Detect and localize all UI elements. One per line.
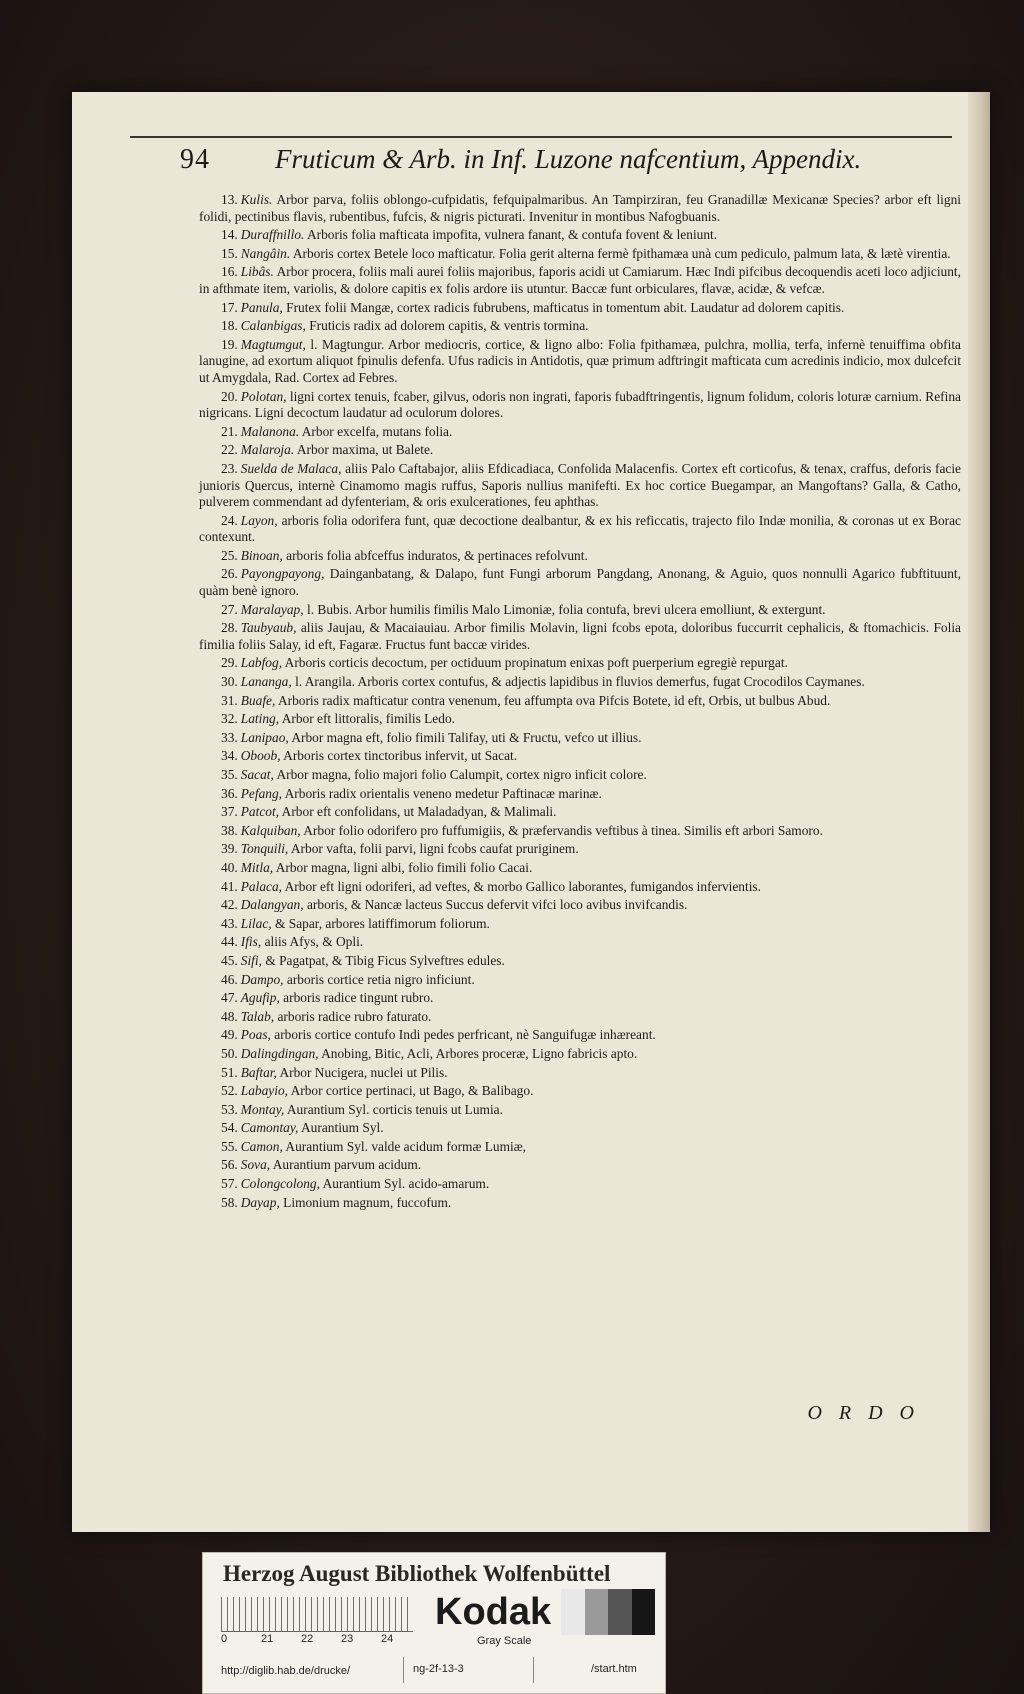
entry-name: Malaroja.	[240, 442, 295, 458]
entry-text: Arboris cortex Betele loco mafticatur. Folia gerit alterna fermè fpithamæa unà cum pediculo, palmum lata, & lætè virentia.	[292, 245, 951, 261]
entry-number: 54.	[221, 1120, 238, 1136]
page-edge	[968, 92, 990, 1532]
entry-text: Aurantium Syl. corticis tenuis ut Lumia.	[286, 1101, 503, 1117]
entry-item	[199, 1157, 961, 1174]
entry-number: 20.	[221, 388, 238, 404]
entry-name: Lilac,	[240, 915, 272, 931]
ruler-label: 21	[261, 1633, 274, 1645]
entry-name: Malanona.	[240, 423, 300, 439]
entry-item	[199, 1195, 961, 1212]
entry-number: 48.	[221, 1008, 238, 1024]
ruler-label: 0	[221, 1633, 228, 1645]
ruler-label: 23	[341, 1633, 354, 1645]
entry-name: Talab,	[240, 1008, 275, 1024]
shelfmark: ng-2f-13-3	[413, 1663, 464, 1675]
entry-text: Limonium magnum, fuccofum.	[283, 1194, 452, 1210]
entry-item	[199, 548, 961, 565]
entry-text: Arboris cortex tinctoribus infervit, ut Sacat.	[283, 748, 518, 764]
catchword: O R D O	[807, 1402, 920, 1424]
entry-text: Arbor maxima, ut Balete.	[296, 442, 434, 458]
ruler-label: 24	[381, 1633, 394, 1645]
entry-name: Nangâin.	[240, 245, 291, 261]
entry-name: Dampo,	[240, 971, 284, 987]
entry-item	[199, 693, 961, 710]
entry-number: 38.	[221, 822, 238, 838]
entry-number: 36.	[221, 785, 238, 801]
entry-text: arboris folia odorifera funt, quæ decoctione dealbantur, & ex his reficcatis, trajecto filo Indæ monilia, & coronas ut ex Borac contexunt.	[199, 512, 961, 545]
entry-name: Duraffnillo.	[240, 227, 305, 243]
entry-text: Arbor Nucigera, nuclei ut Pilis.	[279, 1064, 448, 1080]
entry-text: Arbor magna, ligni albi, folio fimili folio Cacai.	[275, 859, 533, 875]
entry-text: arboris radice rubro faturato.	[277, 1008, 432, 1024]
gray-scale-label: Gray Scale	[477, 1635, 532, 1647]
entry-number: 51.	[221, 1064, 238, 1080]
page-header	[180, 144, 960, 180]
entry-number: 33.	[221, 729, 238, 745]
entry-number: 53.	[221, 1101, 238, 1117]
entry-item	[199, 841, 961, 858]
entry-text: l. Arangila. Arboris cortex contufus, & adjectis lapidibus in fluvios demerfus, fugat Crocodilos Caymanes.	[295, 674, 865, 690]
entry-number: 16.	[221, 264, 238, 280]
entry-name: Payongpayong,	[240, 566, 325, 582]
ruler	[221, 1597, 413, 1632]
entry-name: Camon,	[240, 1138, 283, 1154]
entry-text: Arbor magna, folio majori folio Calumpit, cortex nigro inficit colore.	[276, 767, 647, 782]
entry-name: Colongcolong,	[240, 1176, 320, 1192]
entry-item	[199, 1139, 961, 1156]
entry-text: Arbor parva, foliis oblongo-cufpidatis, fefquipalmaribus. An Tampirziran, feu Granadillæ Mexicanæ Species? arbor eft ligni folidi, pectinibus flavis, rubentibus, fufcis, & nigris picturati. Invenitur in montibus Nafogbuanis.	[199, 192, 962, 224]
entry-name: Agufip,	[240, 990, 280, 1006]
entry-number: 58.	[221, 1194, 238, 1210]
entry-item	[199, 264, 961, 297]
entry-number: 55.	[221, 1138, 238, 1154]
entry-name: Lating,	[240, 711, 280, 727]
entry-name: Dayap,	[240, 1194, 280, 1210]
entry-item	[199, 461, 961, 511]
entry-item	[199, 246, 961, 263]
entry-number: 23.	[221, 460, 238, 476]
entry-number: 50.	[221, 1045, 238, 1061]
entry-number: 40.	[221, 859, 238, 875]
entry-item	[199, 389, 961, 422]
entry-item	[199, 916, 961, 933]
entry-text: Arbor eft ligni odoriferi, ad veftes, & morbo Gallico laborantes, fumigandos infervientis.	[284, 878, 761, 894]
entry-text: Arbor magna eft, folio fimili Talifay, uti & Fructu, vefco ut illius.	[291, 729, 642, 745]
entry-number: 42.	[221, 897, 238, 913]
running-title: Fruticum & Arb. in Inf. Luzone nafcentium, Appendix.	[275, 144, 862, 174]
entry-name: Taubyaub,	[240, 620, 297, 636]
entry-number: 13.	[221, 192, 238, 207]
entry-number: 29.	[221, 655, 238, 671]
entry-text: Dainganbatang, & Dalapo, funt Fungi arborum Pangdang, Anonang, & Aguio, quos nonnulli Agarico fubftituunt, quàm benè ignoro.	[199, 566, 961, 599]
entry-name: Labayio,	[240, 1083, 288, 1099]
entry-name: Polotan,	[240, 388, 287, 404]
entry-text: Frutex folii Mangæ, cortex radicis fubrubens, mafticatus in tomentum abit. Laudatur ad dolorem capitis.	[286, 299, 845, 315]
entry-item	[199, 934, 961, 951]
entry-text: Arbor procera, foliis mali aurei foliis majoribus, faporis acidi ut Camiarum. Hæc Indi pifcibus decoquendis aceti loco adjiciunt, in afthmate item, variolis, & dolore capitis ex folis ardore iis utuntur. Baccæ funt orbiculares, flavæ, acidæ, & vefcæ.	[199, 264, 961, 296]
entry-item	[199, 674, 961, 691]
entry-text: arboris cortice retia nigro inficiunt.	[286, 971, 475, 987]
entry-item	[199, 786, 961, 803]
entry-item	[199, 972, 961, 989]
entry-number: 34.	[221, 748, 238, 764]
entry-number: 47.	[221, 990, 238, 1006]
entry-text: Arbor eft confolidans, ut Maladadyan, & Malimali.	[281, 804, 557, 820]
entry-number: 25.	[221, 547, 238, 563]
entry-text: Fruticis radix ad dolorem capitis, & ventris tormina.	[309, 318, 589, 334]
entry-item	[199, 711, 961, 728]
library-url-link[interactable]: http://diglib.hab.de/drucke/	[221, 1665, 351, 1677]
entry-text: l. Magtungur. Arbor mediocris, cortice, & ligno albo: Folia fpithamæa, pulchra, mollia, terfa, infernè tenuiffima obfita lanugine, ad exortum aliquot fpinulis defenfa. Ufus radicis in Antidotis, quæ primum adftringit mafticata cum acredinis indicio, mox dulcefcit ut Amygdala, Rad. Cortex ad Febres.	[199, 336, 961, 385]
entry-text: arboris radice tingunt rubro.	[283, 990, 434, 1006]
entry-item	[199, 1065, 961, 1082]
start-link[interactable]: /start.htm	[591, 1663, 637, 1675]
ruler-label: 22	[301, 1633, 314, 1645]
entry-name: Sova,	[240, 1157, 271, 1173]
entry-number: 49.	[221, 1027, 238, 1043]
entry-item	[199, 879, 961, 896]
entry-number: 37.	[221, 804, 238, 820]
entry-number: 21.	[221, 423, 238, 439]
entry-text: & Sapar, arbores latiffimorum foliorum.	[274, 915, 490, 931]
entry-item	[199, 655, 961, 672]
entry-text: aliis Palo Caftabajor, aliis Efdicadiaca, Confolida Malacenfis. Cortex eft corticofus, & tenax, craffus, deforis facie junioris Quercus, internè Cinamomo magis ruffus, Saporis nullius manifefti. Ex hoc cortice Buegampar, an Mangoftans? Galla, & Catho, pulverem commendant ad dyfenteriam, & oris exulcerationes, feu aphthas.	[199, 460, 962, 510]
entry-text: aliis Jaujau, & Macaiauiau. Arbor fimilis Molavin, ligni fcobs epota, doloribus fuccurrit cephalicis, & ftomachicis. Folia fimilia foliis Salay, id eft, Fagaræ. Fructus funt baccæ virides.	[199, 620, 961, 652]
entry-number: 18.	[221, 318, 238, 334]
entry-name: Dalingdingan,	[240, 1045, 319, 1061]
entry-text: Arbor vafta, folii parvi, ligni fcobs caufat pruriginem.	[290, 841, 579, 857]
entry-item	[199, 566, 961, 599]
entry-text: Arbor eft littoralis, fimilis Ledo.	[281, 711, 455, 727]
entry-number: 28.	[221, 620, 238, 636]
entry-item	[199, 513, 961, 546]
entry-number: 39.	[221, 841, 238, 857]
entry-item	[199, 620, 961, 653]
entry-number: 57.	[221, 1176, 238, 1192]
entry-text: & Pagatpat, & Tibig Ficus Sylveftres edules.	[265, 952, 505, 968]
entry-name: Libâs.	[240, 264, 274, 280]
entry-number: 56.	[221, 1157, 238, 1173]
entry-text: Anobing, Bitic, Acli, Arbores proceræ, Ligno fabricis apto.	[321, 1045, 638, 1061]
entry-number: 41.	[221, 878, 238, 894]
entry-text: aliis Afys, & Opli.	[264, 934, 364, 950]
entry-text: arboris folia abfceffus induratos, & pertinaces refolvunt.	[286, 547, 588, 563]
entry-name: Poas,	[240, 1027, 271, 1043]
entry-item	[199, 1083, 961, 1100]
entry-name: Maralayap,	[240, 601, 304, 617]
entry-number: 27.	[221, 601, 238, 617]
entry-number: 31.	[221, 692, 238, 708]
entry-name: Panula,	[240, 299, 283, 315]
entry-number: 35.	[221, 767, 238, 782]
entry-text: arboris cortice contufo Indi pedes perfricant, nè Sanguifugæ inhæreant.	[274, 1027, 656, 1043]
entry-text: Arbor cortice pertinaci, ut Bago, & Balibago.	[290, 1083, 534, 1099]
entry-item	[199, 953, 961, 970]
gray-swatches	[561, 1589, 655, 1635]
entry-text: Arbor excelfa, mutans folia.	[301, 423, 453, 439]
entry-number: 43.	[221, 915, 238, 931]
entry-name: Oboob,	[240, 748, 281, 764]
entry-number: 19.	[221, 336, 238, 352]
entry-name: Montay,	[240, 1101, 285, 1117]
entry-name: Lanipao,	[240, 729, 289, 745]
entry-item	[199, 318, 961, 335]
entry-number: 32.	[221, 711, 238, 727]
target-card	[202, 1552, 666, 1694]
entry-name: Sacat,	[240, 767, 274, 782]
entry-text: Arboris folia mafticata impofita, vulnera fanant, & contufa fovent & leniunt.	[306, 227, 718, 243]
entry-item	[199, 767, 961, 784]
entry-number: 22.	[221, 442, 238, 458]
entry-number: 45.	[221, 952, 238, 968]
entry-number: 26.	[221, 566, 238, 582]
entry-text: Aurantium Syl.	[301, 1120, 384, 1136]
entry-item	[199, 442, 961, 459]
entry-name: Calanbigas,	[240, 318, 306, 334]
entry-name: Labfog,	[240, 655, 283, 671]
entry-item	[199, 823, 961, 840]
entry-name: Patcot,	[240, 804, 280, 820]
entry-item	[199, 227, 961, 244]
entry-number: 15.	[221, 245, 238, 261]
entry-name: Dalangyan,	[240, 897, 304, 913]
entry-name: Sifi,	[240, 952, 262, 968]
entry-item	[199, 337, 961, 387]
entry-text: Arboris radix mafticatur contra venenum, feu affumpta ova Pifcis Botete, id eft, Orbis, ut bulbus Abud.	[277, 692, 831, 708]
entry-name: Ifis,	[240, 934, 262, 950]
entry-name: Tonquili,	[240, 841, 289, 857]
entry-name: Layon,	[240, 512, 278, 528]
entry-number: 46.	[221, 971, 238, 987]
entry-number: 14.	[221, 227, 238, 243]
entry-name: Suelda de Malaca,	[240, 460, 342, 476]
entry-name: Kalquiban,	[240, 822, 301, 838]
entry-text: l. Bubis. Arbor humilis fimilis Malo Limoniæ, folia contufa, brevi ulcera emolliunt, & extergunt.	[306, 601, 826, 617]
entry-name: Mitla,	[240, 859, 274, 875]
entry-item	[199, 804, 961, 821]
entry-item	[199, 1009, 961, 1026]
entry-text: Arboris corticis decoctum, per octiduum propinatum enixas poft puerperium egregiè repurgat.	[284, 655, 788, 671]
entry-item	[199, 602, 961, 619]
entry-name: Magtumgut,	[240, 336, 306, 352]
entry-text: ligni cortex tenuis, fcaber, gilvus, odoris non ingrati, faporis fubadftringentis, lignum folidum, coloris loturæ carnium. Refina nigricans. Ligni decoctum laudatur ad oculorum dolores.	[199, 388, 961, 421]
entry-name: Lananga,	[240, 674, 292, 690]
document-page	[72, 92, 990, 1532]
entry-text: arboris, & Nancæ lacteus Succus defervit vifci loco avibus invifcandis.	[306, 897, 688, 913]
divider	[533, 1657, 534, 1683]
entry-number: 30.	[221, 674, 238, 690]
entry-text: Aurantium Syl. acido-amarum.	[322, 1176, 490, 1192]
entry-item	[199, 730, 961, 747]
entry-item	[199, 1102, 961, 1119]
entry-text: Aurantium Syl. valde acidum formæ Lumiæ,	[285, 1138, 527, 1154]
divider	[403, 1657, 404, 1683]
entry-item	[199, 897, 961, 914]
entry-list	[199, 192, 961, 1213]
entry-number: 24.	[221, 512, 238, 528]
entry-item	[199, 990, 961, 1007]
entry-item	[199, 860, 961, 877]
entry-item	[199, 1027, 961, 1044]
entry-name: Kulis.	[240, 192, 273, 207]
library-title: Herzog August Bibliothek Wolfenbüttel	[223, 1561, 611, 1586]
entry-number: 17.	[221, 299, 238, 315]
entry-name: Baftar,	[240, 1064, 277, 1080]
entry-name: Buafe,	[240, 692, 276, 708]
entry-item	[199, 1120, 961, 1137]
page-number: 94	[180, 144, 210, 175]
entry-item	[199, 300, 961, 317]
entry-text: Arbor folio odorifero pro fuffumigiis, & præfervandis veftibus à tinea. Similis eft arbori Samoro.	[303, 822, 823, 838]
entry-item	[199, 1176, 961, 1193]
entry-text: Aurantium parvum acidum.	[272, 1157, 422, 1173]
entry-name: Binoan,	[240, 547, 283, 563]
entry-item	[199, 748, 961, 765]
entry-name: Pefang,	[240, 785, 283, 801]
entry-item	[199, 424, 961, 441]
entry-name: Palaca,	[240, 878, 283, 894]
entry-number: 44.	[221, 934, 238, 950]
entry-text: Arboris radix orientalis veneno medetur Paftinacæ marinæ.	[284, 785, 602, 801]
kodak-logo: Kodak	[435, 1591, 552, 1633]
entry-item	[199, 192, 961, 225]
entry-item	[199, 1046, 961, 1063]
entry-name: Camontay,	[240, 1120, 299, 1136]
entry-number: 52.	[221, 1083, 238, 1099]
header-rule	[130, 136, 952, 138]
